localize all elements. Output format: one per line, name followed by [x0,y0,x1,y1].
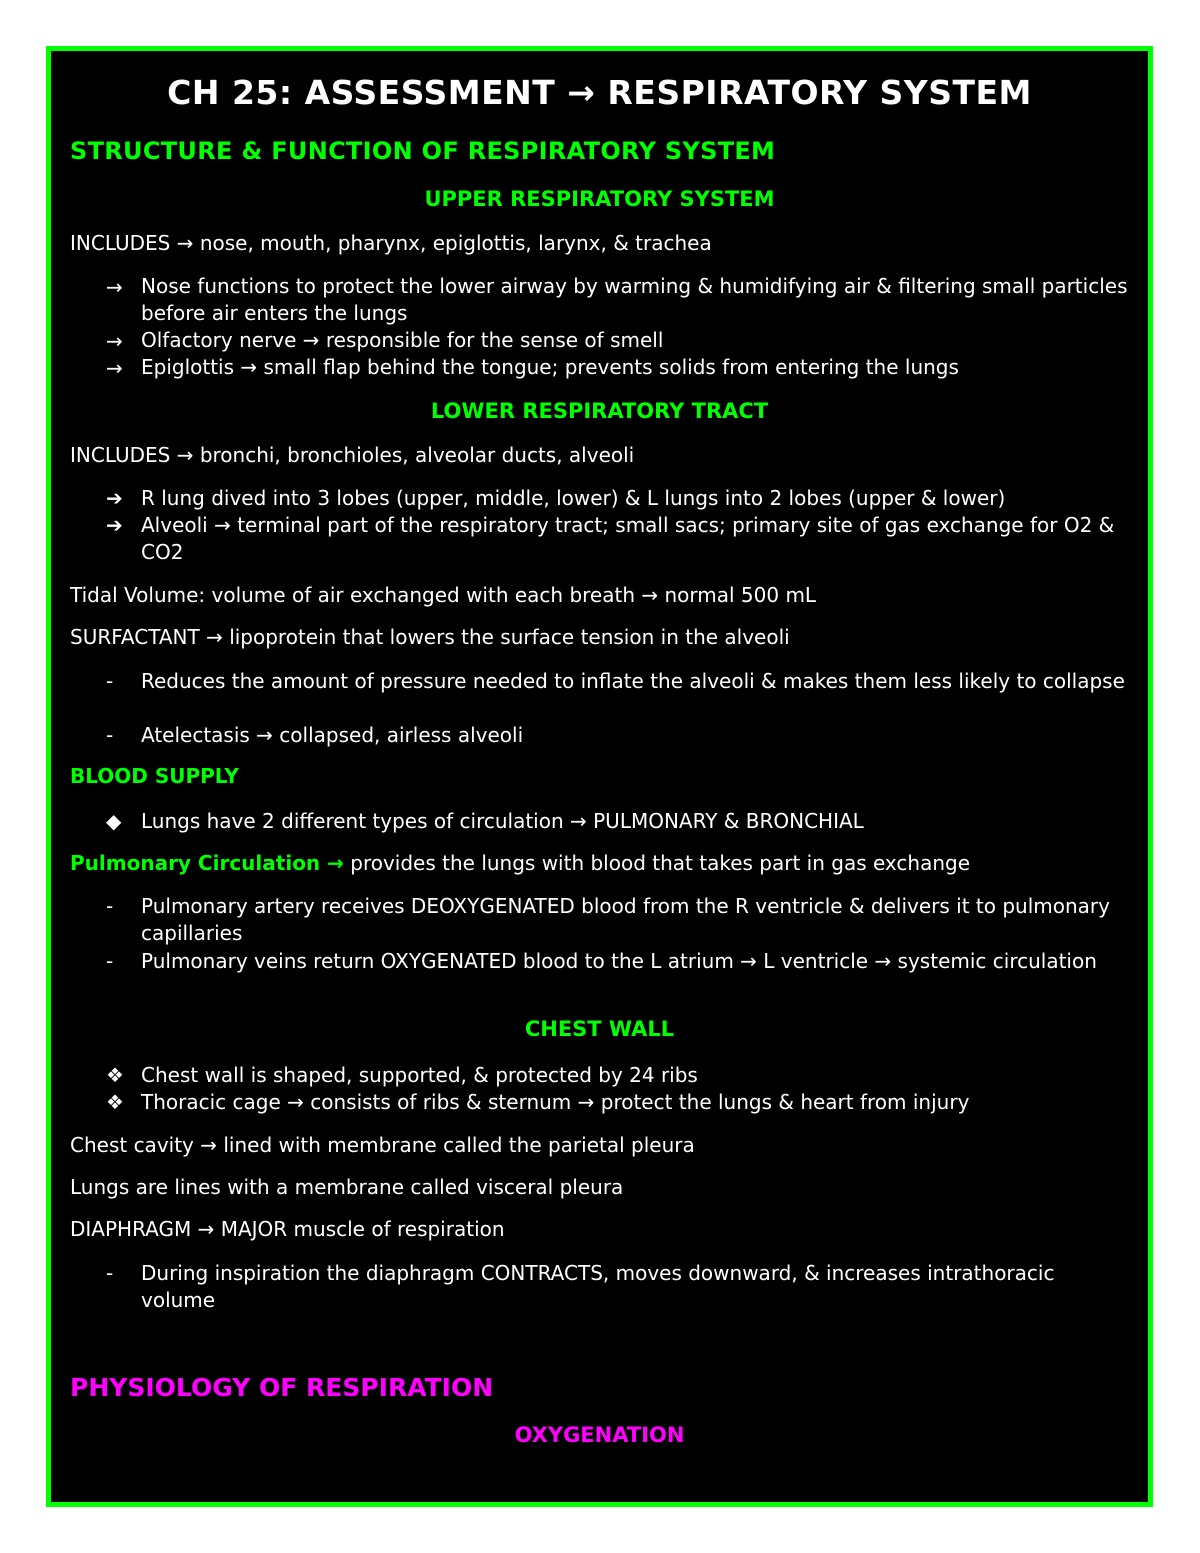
dash-bullet: - [106,949,114,973]
surfactant-bullet-2: Atelectasis → collapsed, airless alveoli [141,723,524,747]
dash-bullet: - [106,1261,114,1285]
lower-includes: INCLUDES → bronchi, bronchioles, alveolar ducts, alveoli [70,443,635,467]
diamond-bullet-icon: ◆ [106,809,122,833]
page-title: CH 25: ASSESSMENT → RESPIRATORY SYSTEM [167,73,1032,112]
dash-bullet: - [106,669,114,693]
heading-chest-wall: CHEST WALL [524,1017,675,1041]
arrow-bullet-icon: → [106,356,123,380]
blood-bullet: Lungs have 2 different types of circulation → PULMONARY & BRONCHIAL [141,809,864,833]
pulmonary-circulation [70,851,970,875]
lungs-pleura: Lungs are lines with a membrane called visceral pleura [70,1175,624,1199]
surfactant: SURFACTANT → lipoprotein that lowers the surface tension in the alveoli [70,625,790,649]
heading-oxygenation: OXYGENATION [514,1423,685,1447]
surfactant-bullet-1: Reduces the amount of pressure needed to inflate the alveoli & makes them less likely to collapse [141,669,1125,693]
heading-blood-supply: BLOOD SUPPLY [70,764,239,788]
fat-arrow-bullet-icon: ➔ [106,486,123,510]
pulmonary-bullet-1: Pulmonary artery receives DEOXYGENATED blood from the R ventricle & delivers it to pulmonary capillaries [141,894,1110,945]
lower-bullet-2: Alveoli → terminal part of the respiratory tract; small sacs; primary site of gas exchange for O2 & CO2 [141,513,1115,564]
chest-bullet-2: Thoracic cage → consists of ribs & sternum → protect the lungs & heart from injury [141,1090,970,1114]
upper-bullet-1: Nose functions to protect the lower airway by warming & humidifying air & filtering small particles before air enters the lungs [141,274,1128,325]
clover-bullet-icon: ❖ [106,1063,124,1087]
lower-bullet-1: R lung dived into 3 lobes (upper, middle, lower) & L lungs into 2 lobes (upper & lower) [141,486,1006,510]
pulmonary-text: provides the lungs with blood that takes part in gas exchange [343,851,971,875]
upper-includes: INCLUDES → nose, mouth, pharynx, epiglottis, larynx, & trachea [70,231,712,255]
upper-bullet-2: Olfactory nerve → responsible for the sense of smell [141,328,664,352]
tidal-volume: Tidal Volume: volume of air exchanged with each breath → normal 500 mL [70,583,817,607]
fat-arrow-bullet-icon: ➔ [106,513,123,537]
heading-upper-respiratory: UPPER RESPIRATORY SYSTEM [424,187,775,211]
dash-bullet: - [106,723,114,747]
arrow-bullet-icon: → [106,329,123,353]
clover-bullet-icon: ❖ [106,1090,124,1114]
arrow-bullet-icon: → [106,275,123,299]
document-page [46,46,1153,1507]
pulmonary-label: Pulmonary Circulation → [70,851,344,875]
chest-cavity: Chest cavity → lined with membrane called the parietal pleura [70,1133,695,1157]
diaphragm: DIAPHRAGM → MAJOR muscle of respiration [70,1217,505,1241]
heading-lower-respiratory: LOWER RESPIRATORY TRACT [430,399,769,423]
diaphragm-bullet-1: During inspiration the diaphragm CONTRACTS, moves downward, & increases intrathoracic volume [141,1261,1055,1312]
upper-bullet-3: Epiglottis → small flap behind the tongue; prevents solids from entering the lungs [141,355,959,379]
dash-bullet: - [106,894,114,918]
pulmonary-bullet-2: Pulmonary veins return OXYGENATED blood to the L atrium → L ventricle → systemic circulation [141,949,1097,973]
section-heading-physiology: PHYSIOLOGY OF RESPIRATION [70,1373,494,1402]
section-heading-structure: STRUCTURE & FUNCTION OF RESPIRATORY SYSTEM [70,137,776,165]
chest-bullet-1: Chest wall is shaped, supported, & protected by 24 ribs [141,1063,698,1087]
